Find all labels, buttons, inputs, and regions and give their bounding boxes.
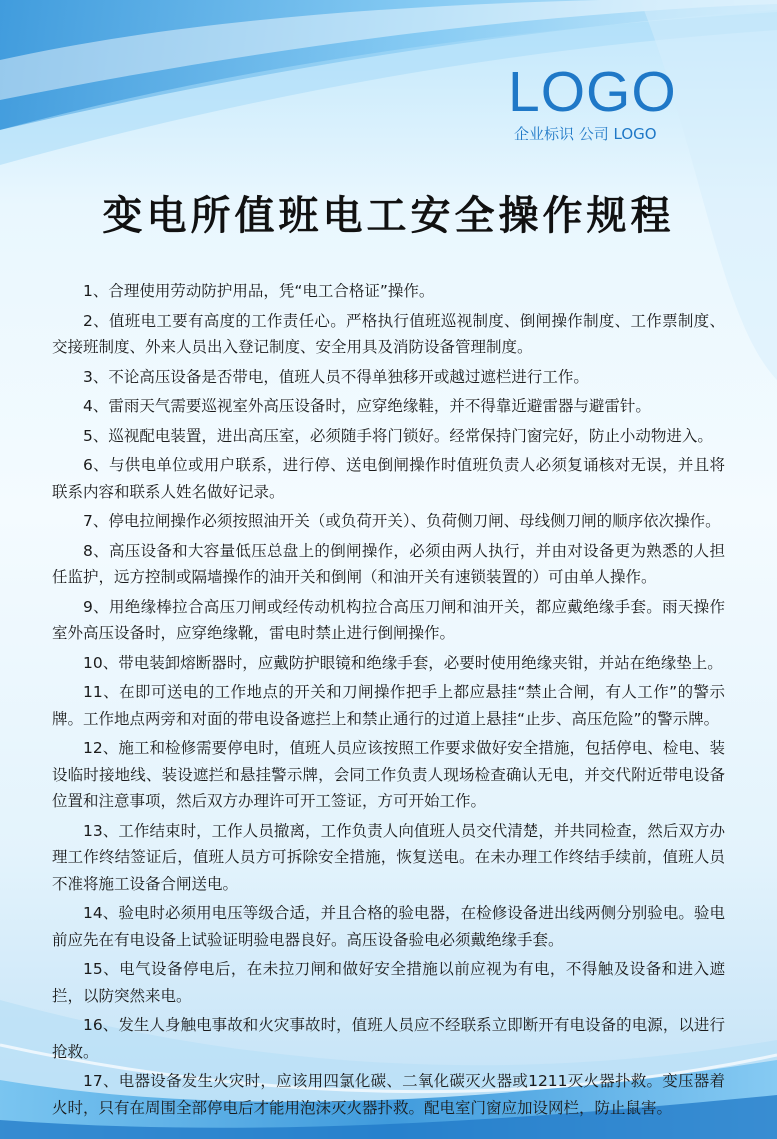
rule-item: 12、施工和检修需要停电时，值班人员应该按照工作要求做好安全措施，包括停电、检电、装设临时接地线、装设遮拦和悬挂警示牌，会同工作负责人现场检查确认无电，并交代附近带电设备位置和注意事项，然后双方办理许可开工签证，方可开始工作。 [52,739,725,810]
page-title: 变电所值班电工安全操作规程 [102,193,675,239]
rule-item: 7、停电拉闸操作必须按照油开关（或负荷开关）、负荷侧刀闸、母线侧刀闸的顺序依次操作。 [83,512,721,530]
rule-item: 16、发生人身触电事故和火灾事故时，值班人员应不经联系立即断开有电设备的电源，以进行抢救。 [52,1016,725,1061]
rule-item: 6、与供电单位或用户联系，进行停、送电倒闸操作时值班负责人必须复诵核对无误，并且将联系内容和联系人姓名做好记录。 [52,456,725,501]
rule-item: 10、带电装卸熔断器时，应戴防护眼镜和绝缘手套，必要时使用绝缘夹钳，并站在绝缘垫上。 [83,653,723,672]
rule-item: 15、电气设备停电后，在未拉刀闸和做好安全措施以前应视为有电，不得触及设备和进入遮拦，以防突然来电。 [52,960,725,1005]
rule-item: 8、高压设备和大容量低压总盘上的倒闸操作，必须由两人执行，并由对设备更为熟悉的人担任监护，远方控制或隔墙操作的油开关和倒闸（和油开关有速锁装置的）可由单人操作。 [52,541,725,586]
logo-text: LOGO [508,60,677,124]
rule-item: 14、验电时必须用电压等级合适，并且合格的验电器，在检修设备进出线两侧分别验电。验电前应先在有电设备上试验证明验电器良好。高压设备验电必须戴绝缘手套。 [52,904,725,949]
rule-item: 4、雷雨天气需要巡视室外高压设备时，应穿绝缘鞋，并不得靠近避雷器与避雷针。 [83,397,651,415]
rules-list [52,278,725,1124]
rule-item: 1、合理使用劳动防护用品，凭“电工合格证”操作。 [83,282,435,300]
rule-item: 17、电器设备发生火灾时，应该用四氯化碳、二氧化碳灭火器或1211灭火器扑救。变压器着火时，只有在周围全部停电后才能用泡沫灭火器扑救。配电室门窗应加设网栏，防止鼠害。 [52,1072,725,1117]
rule-item: 11、在即可送电的工作地点的开关和刀闸操作把手上都应悬挂“禁止合闸，有人工作”的警示牌。工作地点两旁和对面的带电设备遮拦上和禁止通行的过道上悬挂“止步、高压危险”的警示牌。 [52,683,725,728]
rule-item: 3、不论高压设备是否带电，值班人员不得单独移开或越过遮栏进行工作。 [83,367,589,386]
rule-item: 9、用绝缘棒拉合高压刀闸或经传动机构拉合高压刀闸和油开关，都应戴绝缘手套。雨天操作室外高压设备时，应穿绝缘靴，雷电时禁止进行倒闸操作。 [52,597,725,642]
logo [508,60,698,144]
rule-item: 5、巡视配电装置，进出高压室，必须随手将门锁好。经常保持门窗完好，防止小动物进入。 [83,426,713,445]
rule-item: 2、值班电工要有高度的工作责任心。严格执行值班巡视制度、倒闸操作制度、工作票制度、交接班制度、外来人员出入登记制度、安全用具及消防设备管理制度。 [52,311,725,356]
rule-item: 13、工作结束时，工作人员撤离，工作负责人向值班人员交代清楚，并共同检查，然后双方办理工作终结签证后，值班人员方可拆除安全措施，恢复送电。在未办理工作终结手续前，值班人员不准将施工设备合闸送电。 [52,821,725,893]
logo-subtitle: 企业标识 公司 LOGO [514,125,657,143]
